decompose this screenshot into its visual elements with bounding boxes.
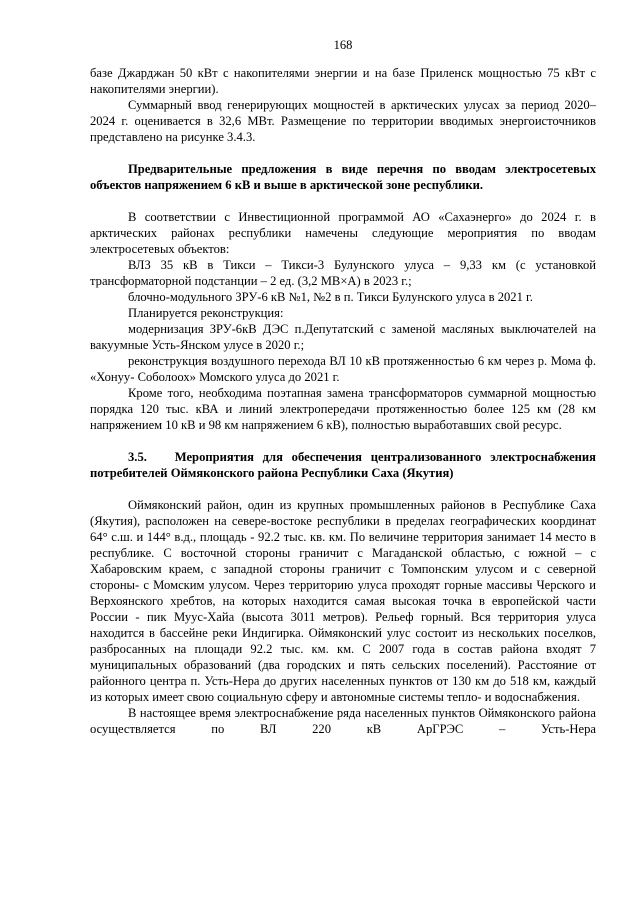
paragraph: В соответствии с Инвестиционной программой АО «Сахаэнерго» до 2024 г. в арктических районах республики намечены следующие мероприятия по вводам электросетевых объектов: [90,210,596,256]
paragraph: Суммарный ввод генерирующих мощностей в арктических улусах за период 2020–2024 г. оценивается в 32,6 МВт. Размещение по территории вводимых энергоисточников представлено на рисунке 3.4.3. [90,98,596,144]
paragraph: Кроме того, необходима поэтапная замена трансформаторов суммарной мощностью порядка 120 тыс. кВА и линий электропередачи протяженностью более 125 км (28 км напряжением 10 кВ и 98 км напряжением 6 кВ), полностью выработавших свой ресурс. [90,386,596,432]
section-title: Мероприятия для обеспечения централизованного электроснабжения потребителей Оймяконского района Республики Саха (Якутия) [90,450,596,480]
section-heading: Предварительные предложения в виде перечня по вводам электросетевых объектов напряжением 6 кВ и выше в арктической зоне республики. [90,162,596,192]
list-item: блочно-модульного ЗРУ-6 кВ №1, №2 в п. Тикси Булунского улуса в 2021 г. [128,290,533,304]
paragraph: базе Джарджан 50 кВт с накопителями энергии и на базе Приленск мощностью 75 кВт с накопителями энергии). [90,66,596,96]
section-heading-3-5 [90,449,596,481]
paragraph: В настоящее время электроснабжение ряда населенных пунктов Оймяконского района осуществляется по ВЛ 220 кВ АрГРЭС – Усть-Нера [90,706,596,736]
paragraph: Планируется реконструкция: [128,306,284,320]
list-item: ВЛЗ 35 кВ в Тикси – Тикси-3 Булунского улуса – 9,33 км (с установкой трансформаторной подстанции – 2 ед. (3,2 МВ×А) в 2023 г.; [90,258,596,288]
section-number: 3.5. [128,450,147,464]
document-body [90,65,596,737]
paragraph: Оймяконский район, один из крупных промышленных районов в Республике Саха (Якутия), расположен на севере-востоке республики в пределах географических координат 64° с.ш. и 144° в.д., площадь - 92.2 тыс. кв. км. По величине территория занимает 14 место в республике. С восточной стороны граничит с Магаданской областью, с южной – с Хабаровским краем, с западной стороны граничит с Томпонским улусом и с северной стороны- с Момским улусом. Через территорию улуса проходят горные массивы Черского и Верхоянского хребтов, на которых находится самая высокая точка в европейской части России - пик Муус-Хайа (высота 3011 метров). Рельеф горный. Вся территория улуса находится в бассейне реки Индигирка. Оймяконский улус состоит из нескольких поселков, разбросанных на площади 92.2 тыс. км. км. С 2007 года в состав района входят 7 муниципальных образований (два городских и пять сельских поселений). Расстояние от районного центра п. Усть-Нера до других населенных пунктов от 130 км до 518 км, каждый из которых имеет свою социальную сферу и автономные системы тепло- и водоснабжения. [90,498,596,704]
page-number: 168 [333,38,353,52]
list-item: модернизация ЗРУ-6кВ ДЭС п.Депутатский с заменой масляных выключателей на вакуумные Усть-Янском улусе в 2020 г.; [90,322,596,352]
list-item: реконструкция воздушного перехода ВЛ 10 кВ протяженностью 6 км через р. Мома ф. «Хонуу- Соболоох» Момского улуса до 2021 г. [90,354,596,384]
